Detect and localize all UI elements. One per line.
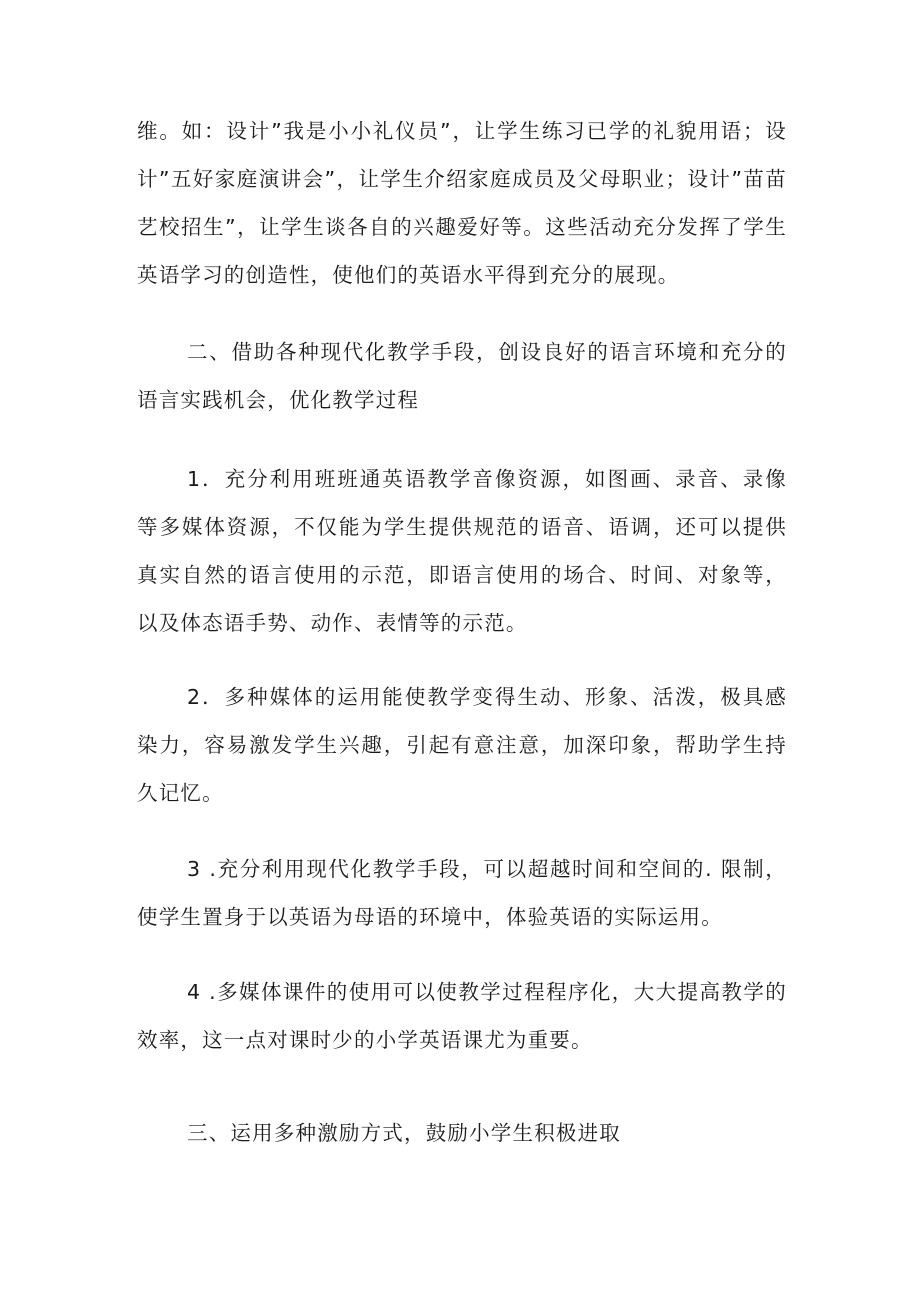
section-heading-2: 二、借助各种现代化教学手段，创设良好的语言环境和充分的语言实践机会，优化教学过程 [137,340,787,412]
list-item-2: 2．多种媒体的运用能使教学变得生动、形象、活泼，极具感染力，容易激发学生兴趣，引起有意注意，加深印象，帮助学生持久记忆。 [137,685,787,805]
list-item-1: 1．充分利用班班通英语教学音像资源，如图画、录音、录像等多媒体资源，不仅能为学生提供规范的语音、语调，还可以提供真实自然的语言使用的示范，即语言使用的场合、时间、对象等，以及体态语手势、动作、表情等的示范。 [137,467,787,635]
paragraph-activities-continuation: 维。如：设计”我是小小礼仪员”，让学生练习已学的礼貌用语；设计”五好家庭演讲会”，让学生介绍家庭成员及父母职业；设计”苗苗艺校招生”，让学生谈各自的兴趣爱好等。这些活动充分发挥了学生英语学习的创造性，使他们的英语水平得到充分的展现。 [137,119,787,287]
list-item-3: 3 .充分利用现代化教学手段，可以超越时间和空间的. 限制，使学生置身于以英语为母语的环境中，体验英语的实际运用。 [137,857,787,929]
section-heading-3: 三、运用多种激励方式，鼓励小学生积极进取 [187,1121,621,1145]
list-item-4: 4 .多媒体课件的使用可以使教学过程程序化，大大提高教学的效率，这一点对课时少的小学英语课尤为重要。 [137,980,787,1052]
